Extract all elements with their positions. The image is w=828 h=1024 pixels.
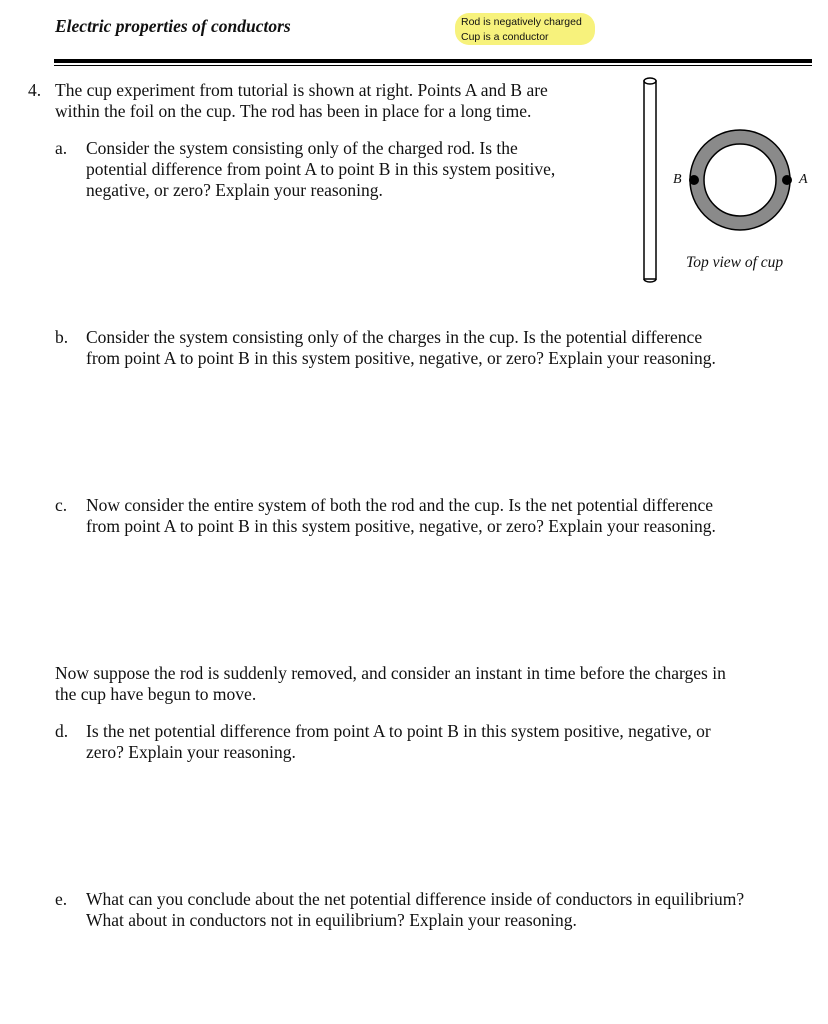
problem-number: 4. <box>28 80 42 100</box>
cup-ring <box>690 130 790 230</box>
rod <box>644 78 656 282</box>
part-a-line-2: potential difference from point A to point B in this system positive, <box>86 159 556 179</box>
sticky-note <box>455 13 595 45</box>
figure-caption: Top view of cup <box>686 254 784 271</box>
part-b-line-1: Consider the system consisting only of the charges in the cup. Is the potential difference <box>86 327 703 347</box>
part-c-line-1: Now consider the entire system of both the rod and the cup. Is the net potential difference <box>86 495 714 515</box>
point-b-dot <box>689 175 699 185</box>
part-e-label: e. <box>55 889 68 909</box>
part-a-line-1: Consider the system consisting only of the charged rod. Is the <box>86 138 518 158</box>
part-c-line-2: from point A to point B in this system positive, negative, or zero? Explain your reasoning. <box>86 516 716 536</box>
part-a-line-3: negative, or zero? Explain your reasoning. <box>86 180 383 200</box>
transition-line-2: the cup have begun to move. <box>55 684 257 704</box>
header-rule-thick <box>54 59 812 63</box>
part-d-line-1: Is the net potential difference from point A to point B in this system positive, negative, or <box>86 721 711 741</box>
intro-line-2: within the foil on the cup. The rod has been in place for a long time. <box>55 101 532 121</box>
part-b-label: b. <box>55 327 69 347</box>
note-line-1: Rod is negatively charged <box>461 16 582 28</box>
part-a-label: a. <box>55 138 68 158</box>
part-c-label: c. <box>55 495 68 515</box>
part-d-line-2: zero? Explain your reasoning. <box>86 742 296 762</box>
part-d-label: d. <box>55 721 69 741</box>
intro-line-1: The cup experiment from tutorial is shown at right. Points A and B are <box>55 80 548 100</box>
part-b-line-2: from point A to point B in this system positive, negative, or zero? Explain your reasoning. <box>86 348 716 368</box>
point-b-label: B <box>673 172 682 187</box>
point-a-dot <box>782 175 792 185</box>
part-e-line-1: What can you conclude about the net potential difference inside of conductors in equilibrium? <box>86 889 745 909</box>
part-e-line-2: What about in conductors not in equilibrium? Explain your reasoning. <box>86 910 577 930</box>
header-rule-thin <box>54 65 812 66</box>
note-line-2: Cup is a conductor <box>461 31 549 43</box>
transition-line-1: Now suppose the rod is suddenly removed, and consider an instant in time before the charges in <box>55 663 726 683</box>
point-a-label: A <box>799 172 808 187</box>
page-header-title: Electric properties of conductors <box>55 16 291 36</box>
